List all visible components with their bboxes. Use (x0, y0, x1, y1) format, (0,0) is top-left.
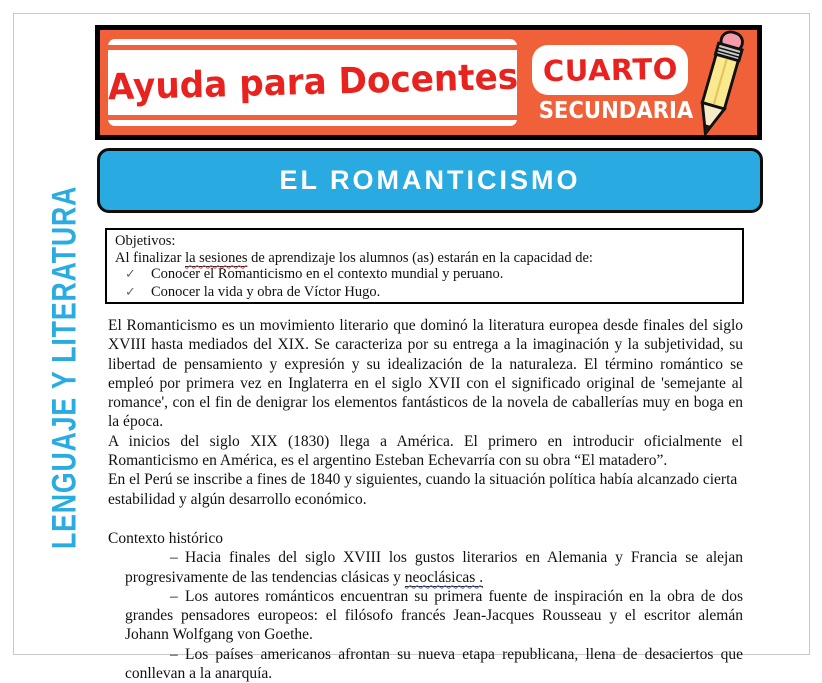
bullet-text: Los autores románticos encuentran su primera fuente de inspiración en la obra de dos grandes pensadores europeos: el filósofo francés Jean-Jacques Rousseau y el escritor alemán Johann Wolfgang von Goethe. (125, 587, 743, 644)
objectives-intro-suffix: de aprendizaje los alumnos (as) estarán en la capacidad de: (247, 249, 593, 266)
bullet-item (108, 645, 743, 683)
section-heading: Contexto histórico (108, 529, 223, 547)
bullet-text: Hacia finales del siglo XVIII los gustos literarios en Alemania y Francia se alejan progresivamente de las tendencias clásicas y (125, 549, 743, 586)
bullet-text-marked: neoclásicas . (404, 568, 484, 586)
header-banner (95, 25, 762, 140)
objective-item-text: Conocer la vida y obra de Víctor Hugo. (151, 283, 381, 300)
paragraph-america: A inicios del siglo XIX (1830) llega a América. El primero en introducir oficialmente el Romanticismo en América, es el argentino Esteban Echevarría con su obra “El matadero”. (108, 432, 743, 470)
level-label: SECUNDARIA (538, 98, 694, 124)
objectives-intro-misspelled: la sesiones (185, 249, 248, 266)
objectives-intro-prefix: Al finalizar (115, 249, 186, 266)
subject-vertical-label: LENGUAJE Y LITERATURA (44, 185, 84, 550)
paragraph-spacer (108, 509, 743, 529)
objectives-box (105, 228, 744, 304)
objective-item (115, 266, 734, 284)
grade-box (532, 45, 688, 95)
check-icon: ✓ (125, 267, 136, 282)
page-title-bar (97, 148, 763, 213)
brand-name: Ayuda para Docentes (106, 56, 519, 109)
objectives-heading: Objetivos: (115, 233, 176, 249)
objectives-intro (115, 250, 734, 267)
bullet-text: Los países americanos afrontan su nueva etapa republicana, llena de desaciertos que conllevan a la anarquía. (125, 645, 743, 683)
dash-bullet-icon: – (170, 587, 178, 605)
objective-item-text: Conocer el Romanticismo en el contexto mundial y peruano. (151, 266, 504, 282)
dash-bullet-icon: – (170, 549, 178, 567)
bullet-item (108, 548, 743, 587)
objective-item (115, 284, 734, 302)
brand-box (108, 39, 517, 126)
pencil-icon (683, 26, 753, 148)
document-body (108, 316, 743, 683)
bullet-item (108, 587, 743, 645)
page-title: EL ROMANTICISMO (279, 165, 581, 195)
paragraph-peru: En el Perú se inscribe a fines de 1840 y siguientes, cuando la situación política había alcanzado cierta estabilidad y algún desarrollo económico. (108, 471, 738, 508)
dash-bullet-icon: – (170, 645, 178, 663)
brand-box-inner (108, 45, 517, 120)
grade-label: CUARTO (542, 51, 678, 89)
paragraph-intro: El Romanticismo es un movimiento literario que dominó la literatura europea desde finales del siglo XVIII hasta mediados del XIX. Se caracteriza por su entrega a la imaginación y la subjetividad, su libertad de pensamiento y expresión y su idealización de la naturaleza. El término romántico se empleó por primera vez en Inglaterra en el siglo XVII con el significado original de 'semejante al romance', con el fin de denigrar los elementos fantásticos de la novela de caballerías muy en boga en la época. (108, 317, 743, 431)
check-icon: ✓ (125, 284, 136, 300)
